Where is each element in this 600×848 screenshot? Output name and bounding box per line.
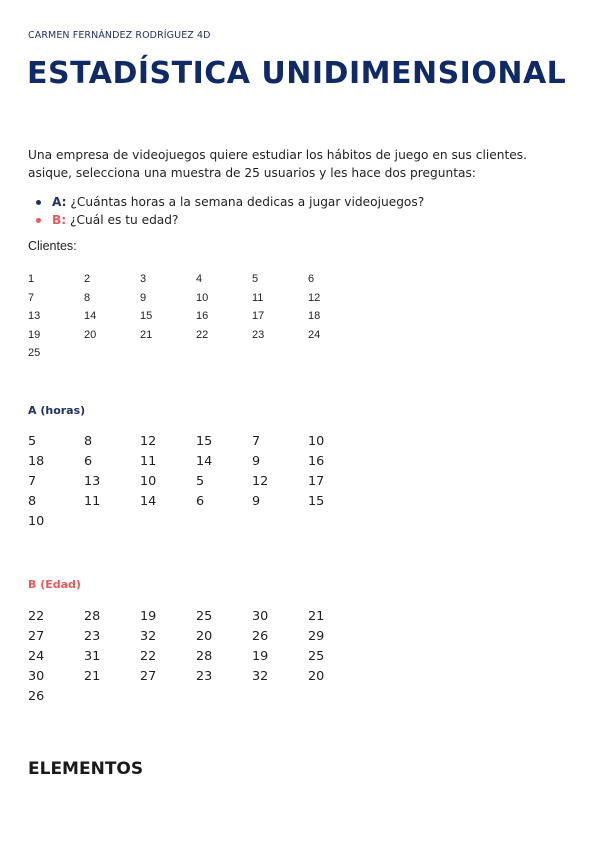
client-number: 11 bbox=[252, 291, 264, 304]
age-value: 19 bbox=[252, 649, 269, 664]
client-number: 6 bbox=[308, 273, 315, 285]
client-number: 3 bbox=[140, 273, 147, 285]
client-number: 21 bbox=[140, 328, 153, 341]
section-b-label: B (Edad) bbox=[28, 578, 81, 591]
hours-value: 6 bbox=[196, 494, 205, 509]
hours-value: 13 bbox=[84, 474, 101, 489]
age-value: 23 bbox=[84, 629, 101, 644]
client-number: 19 bbox=[28, 328, 41, 341]
age-value: 25 bbox=[308, 649, 325, 664]
hours-value: 18 bbox=[28, 454, 45, 469]
age-value: 29 bbox=[308, 629, 325, 644]
hours-value: 12 bbox=[140, 434, 157, 449]
page-title: ESTADÍSTICA UNIDIMENSIONAL bbox=[27, 56, 567, 91]
client-number: 25 bbox=[28, 347, 41, 359]
client-number: 12 bbox=[308, 291, 321, 304]
hours-value: 17 bbox=[308, 474, 325, 489]
question-a bbox=[28, 193, 424, 211]
hours-value: 6 bbox=[84, 454, 93, 469]
age-value: 26 bbox=[252, 629, 269, 644]
hours-value: 12 bbox=[252, 474, 269, 489]
hours-value: 10 bbox=[28, 514, 45, 529]
client-number: 17 bbox=[252, 310, 265, 322]
age-value: 20 bbox=[196, 629, 213, 644]
hours-value: 14 bbox=[196, 454, 213, 469]
hours-value: 11 bbox=[140, 454, 157, 469]
hours-value: 7 bbox=[252, 434, 261, 449]
client-number: 15 bbox=[140, 310, 153, 322]
age-value: 25 bbox=[196, 609, 213, 624]
age-value: 27 bbox=[28, 629, 45, 644]
client-number: 14 bbox=[84, 310, 97, 322]
client-number: 2 bbox=[84, 273, 91, 285]
client-number: 13 bbox=[28, 310, 41, 322]
question-a-text: ¿Cuántas horas a la semana dedicas a jugar videojuegos? bbox=[70, 195, 425, 209]
hours-value: 11 bbox=[84, 494, 101, 509]
client-number: 1 bbox=[28, 273, 35, 285]
hours-value: 9 bbox=[252, 454, 261, 469]
section-a-label: A (horas) bbox=[28, 404, 86, 417]
client-number: 22 bbox=[196, 328, 209, 341]
intro-paragraph: Una empresa de videojuegos quiere estudiar los hábitos de juego en sus clientes. asique, selecciona una muestra de 25 usuarios y les hace dos preguntas: bbox=[28, 148, 527, 180]
client-number: 4 bbox=[196, 273, 203, 285]
question-b-text: ¿Cuál es tu edad? bbox=[70, 213, 179, 227]
age-value: 28 bbox=[84, 609, 101, 624]
hours-value: 9 bbox=[252, 494, 261, 509]
client-number: 16 bbox=[196, 310, 209, 322]
age-value: 30 bbox=[28, 669, 45, 684]
client-number: 18 bbox=[308, 310, 321, 322]
hours-value: 15 bbox=[196, 434, 213, 449]
clients-label: Clientes: bbox=[28, 239, 77, 253]
question-b bbox=[28, 211, 424, 229]
client-number: 7 bbox=[28, 291, 35, 304]
client-number: 20 bbox=[84, 328, 97, 341]
hours-grid bbox=[28, 432, 364, 532]
client-number: 23 bbox=[252, 328, 265, 341]
age-value: 30 bbox=[252, 609, 269, 624]
age-grid bbox=[28, 607, 364, 707]
client-number: 24 bbox=[308, 328, 321, 341]
bullet-icon bbox=[36, 200, 41, 205]
hours-value: 8 bbox=[28, 494, 37, 509]
hours-value: 7 bbox=[28, 474, 37, 489]
hours-value: 5 bbox=[28, 434, 37, 449]
age-value: 32 bbox=[140, 629, 157, 644]
bullet-icon bbox=[36, 218, 41, 223]
age-value: 20 bbox=[308, 669, 325, 684]
age-value: 28 bbox=[196, 649, 213, 664]
client-number: 5 bbox=[252, 273, 259, 285]
question-b-tag: B: bbox=[52, 213, 67, 227]
client-number: 10 bbox=[196, 291, 209, 304]
author-name: CARMEN FERNÁNDEZ RODRÍGUEZ 4D bbox=[28, 30, 211, 41]
client-number: 8 bbox=[84, 291, 91, 304]
hours-value: 14 bbox=[140, 494, 157, 509]
questions-list bbox=[28, 193, 424, 229]
hours-value: 8 bbox=[84, 434, 93, 449]
clients-grid bbox=[28, 270, 364, 363]
age-value: 24 bbox=[28, 649, 45, 664]
client-number: 9 bbox=[140, 291, 147, 304]
age-value: 26 bbox=[28, 689, 45, 704]
age-value: 19 bbox=[140, 609, 157, 624]
age-value: 21 bbox=[308, 609, 325, 624]
age-value: 21 bbox=[84, 669, 101, 684]
hours-value: 10 bbox=[140, 474, 157, 489]
hours-value: 15 bbox=[308, 494, 325, 509]
age-value: 27 bbox=[140, 669, 157, 684]
age-value: 32 bbox=[252, 669, 269, 684]
age-value: 22 bbox=[140, 649, 157, 664]
question-a-tag: A: bbox=[52, 195, 67, 209]
age-value: 23 bbox=[196, 669, 213, 684]
hours-value: 16 bbox=[308, 454, 325, 469]
elements-heading: ELEMENTOS bbox=[28, 759, 144, 779]
age-value: 31 bbox=[84, 649, 101, 664]
age-value: 22 bbox=[28, 609, 45, 624]
hours-value: 5 bbox=[196, 474, 205, 489]
hours-value: 10 bbox=[308, 434, 325, 449]
